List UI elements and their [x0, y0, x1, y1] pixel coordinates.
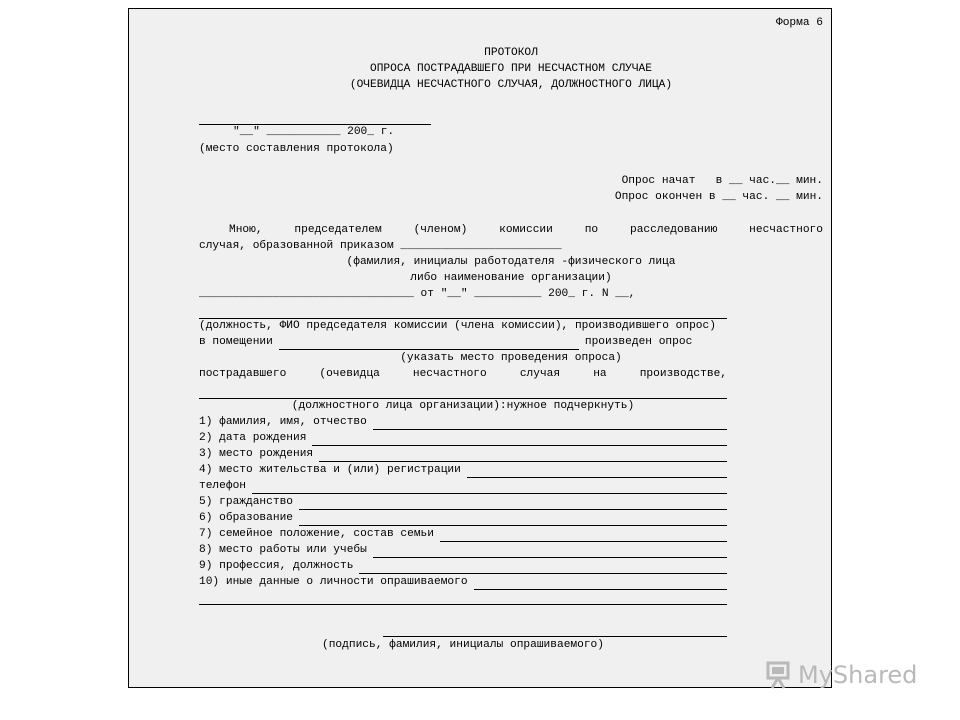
- field-blank: [299, 513, 727, 526]
- body-paragraph-2: случая, образованной приказом ________________________: [199, 240, 562, 252]
- field-blank: [319, 449, 727, 462]
- caption-chairman: (должность, ФИО председателя комиссии (члена комиссии), производившего опрос): [199, 320, 716, 332]
- field-row: [199, 414, 727, 430]
- watermark-text: MyShared: [798, 661, 918, 689]
- title-line-3: (ОЧЕВИДЦА НЕСЧАСТНОГО СЛУЧАЯ, ДОЛЖНОСТНОГО ЛИЦА): [349, 79, 673, 91]
- field-blank: [467, 465, 727, 478]
- field-row: [199, 558, 727, 574]
- order-line: ________________________________ от "__" __________ 200_ г. N __,: [199, 288, 636, 300]
- presentation-board-icon: [764, 660, 794, 690]
- room-suffix: произведен опрос: [584, 336, 693, 348]
- room-row: [199, 334, 727, 350]
- title-line-2: ОПРОСА ПОСТРАДАВШЕГО ПРИ НЕСЧАСТНОМ СЛУЧАЕ: [370, 63, 652, 75]
- field-label: 5) гражданство: [199, 496, 293, 508]
- caption-place: (указать место проведения опроса): [400, 352, 622, 364]
- body-paragraph-1: Мною, председателем (членом) комиссии по расследованию несчастного: [229, 224, 823, 236]
- field-row: [199, 510, 727, 526]
- field-label: 10) иные данные о личности опрашиваемого: [199, 576, 468, 588]
- field-row: [199, 542, 727, 558]
- field-blank: [312, 433, 727, 446]
- room-blank: [279, 337, 579, 350]
- field-row: [199, 446, 727, 462]
- field-label: 1) фамилия, имя, отчество: [199, 416, 367, 428]
- field-row: [199, 494, 727, 510]
- signature-caption: (подпись, фамилия, инициалы опрашиваемого): [322, 639, 604, 651]
- field-label: телефон: [199, 480, 246, 492]
- field-label: 6) образование: [199, 512, 293, 524]
- interview-end: Опрос окончен в __ час. __ мин.: [614, 191, 823, 203]
- field-label: 3) место рождения: [199, 448, 314, 460]
- caption-organization: либо наименование организации): [410, 272, 612, 284]
- place-caption: (место составления протокола): [199, 143, 394, 155]
- field-blank: [440, 529, 727, 542]
- field-label: 4) место жительства и (или) регистрации: [199, 464, 461, 476]
- field-blank: [373, 545, 727, 558]
- caption-employer: (фамилия, инициалы работодателя -физического лица: [346, 256, 676, 268]
- form-label: Форма 6: [776, 17, 823, 29]
- watermark-logo: [764, 658, 924, 692]
- body-paragraph-3: пострадавшего (очевидца несчастного случая на производстве,: [199, 368, 727, 380]
- protocol-form: [129, 9, 831, 687]
- field-blank: [359, 561, 727, 574]
- document-page: [128, 8, 832, 688]
- field-label: 9) профессия, должность: [199, 560, 354, 572]
- field-row: [199, 478, 727, 494]
- field-label: 7) семейное положение, состав семьи: [199, 528, 434, 540]
- caption-official: (должностного лица организации):нужное подчеркнуть): [291, 400, 635, 412]
- extra-blank: [199, 604, 727, 605]
- field-blank: [373, 417, 727, 430]
- date-line: "__" ___________ 200_ г.: [233, 126, 395, 138]
- title-line-1: ПРОТОКОЛ: [484, 47, 538, 59]
- field-blank: [252, 481, 727, 494]
- room-label: в помещении: [199, 336, 273, 348]
- interview-start: Опрос начат в __ час.__ мин.: [621, 175, 823, 187]
- field-row: [199, 574, 727, 590]
- field-row: [199, 430, 727, 446]
- field-row: [199, 526, 727, 542]
- field-label: 8) место работы или учебы: [199, 544, 367, 556]
- field-blank: [299, 497, 727, 510]
- field-row: [199, 462, 727, 478]
- field-label: 2) дата рождения: [199, 432, 307, 444]
- field-blank: [474, 577, 727, 590]
